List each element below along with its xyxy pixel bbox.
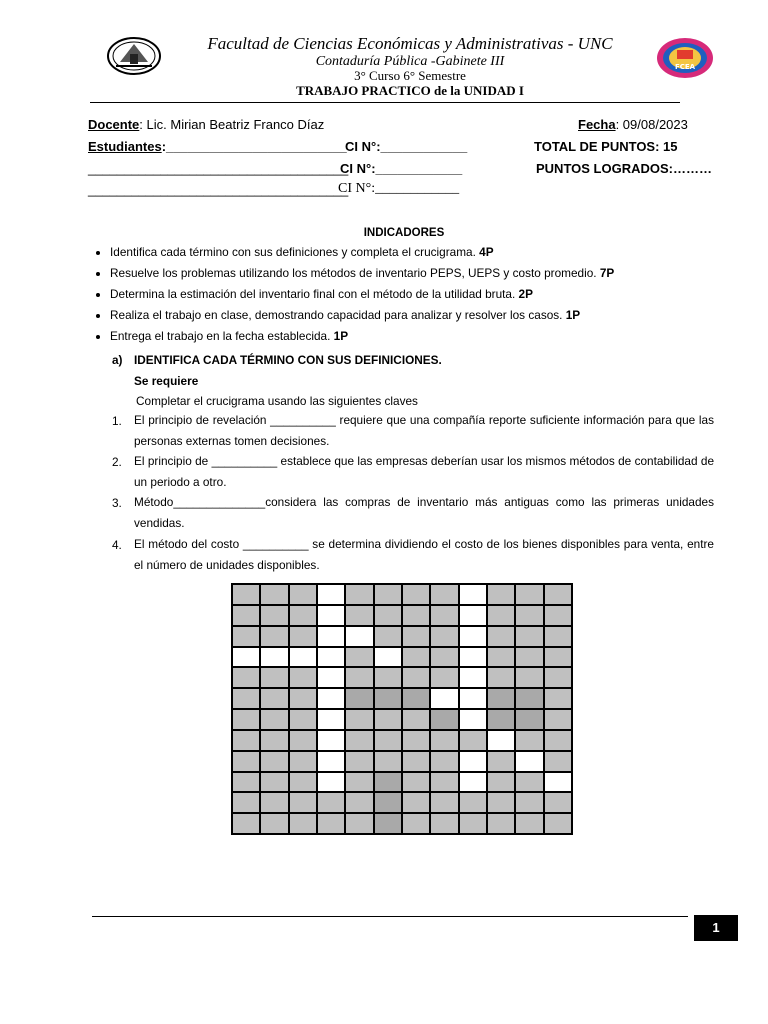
crossword-shaded-cell — [402, 605, 430, 626]
question-number: 4. — [112, 538, 122, 552]
indicator-item: • Realiza el trabajo en clase, demostrando capacidad para analizar y resolver los casos. 1P — [110, 308, 718, 323]
crossword-shaded-cell — [232, 772, 260, 793]
crossword-shaded-cell — [459, 813, 487, 834]
crossword-shaded-cell — [345, 751, 373, 772]
crossword-answer-cell[interactable] — [459, 772, 487, 793]
crossword-shaded-cell — [260, 667, 288, 688]
crossword-shaded-cell — [374, 584, 402, 605]
estudiantes-line — [88, 139, 347, 154]
crossword-shaded-cell — [430, 772, 458, 793]
crossword-shaded-cell — [374, 792, 402, 813]
crossword-answer-cell[interactable] — [317, 688, 345, 709]
crossword-shaded-cell — [232, 626, 260, 647]
crossword-shaded-cell — [544, 605, 572, 626]
header-divider — [90, 102, 680, 103]
crossword-shaded-cell — [487, 647, 515, 668]
indicators-list — [88, 245, 718, 350]
crossword-shaded-cell — [345, 792, 373, 813]
crossword-shaded-cell — [487, 772, 515, 793]
ci-field-1: CI N°:____________ — [345, 139, 468, 154]
crossword-answer-cell[interactable] — [459, 709, 487, 730]
crossword-shaded-cell — [232, 709, 260, 730]
question-number: 2. — [112, 455, 122, 469]
question-text: El principio de revelación __________ requiere que una compañía reporte suficiente información para que las personas externas tomen decisiones. — [134, 413, 714, 448]
crossword-shaded-cell — [232, 584, 260, 605]
crossword-shaded-cell — [544, 751, 572, 772]
crossword-shaded-cell — [402, 751, 430, 772]
docente-line — [88, 117, 324, 132]
crossword-shaded-cell — [487, 751, 515, 772]
crossword-shaded-cell — [260, 813, 288, 834]
crossword-shaded-cell — [374, 772, 402, 793]
crossword-shaded-cell — [260, 751, 288, 772]
crossword-shaded-cell — [374, 751, 402, 772]
crossword-shaded-cell — [260, 792, 288, 813]
question-text: El método del costo __________ se determina dividiendo el costo de los bienes disponibles para venta, entre el número de unidades disponibles. — [134, 537, 714, 572]
crossword-answer-cell[interactable] — [317, 751, 345, 772]
crossword-shaded-cell — [374, 667, 402, 688]
section-a-label: a) — [112, 353, 123, 367]
page-number: 1 — [694, 915, 738, 941]
crossword-shaded-cell — [345, 667, 373, 688]
crossword-shaded-cell — [345, 584, 373, 605]
student-blank-3: ____________________________________ — [88, 182, 349, 197]
crossword-shaded-cell — [260, 605, 288, 626]
estudiantes-label: Estudiantes — [88, 139, 162, 154]
crossword-shaded-cell — [430, 667, 458, 688]
crossword-shaded-cell — [374, 730, 402, 751]
crossword-shaded-cell — [374, 626, 402, 647]
crossword-shaded-cell — [289, 605, 317, 626]
crossword-shaded-cell — [515, 813, 543, 834]
crossword-shaded-cell — [289, 584, 317, 605]
crossword-shaded-cell — [430, 813, 458, 834]
crossword-shaded-cell — [402, 584, 430, 605]
crossword-shaded-cell — [430, 605, 458, 626]
crossword-shaded-cell — [487, 688, 515, 709]
crossword-shaded-cell — [374, 709, 402, 730]
crossword-shaded-cell — [402, 688, 430, 709]
crossword-shaded-cell — [544, 792, 572, 813]
crossword-answer-cell[interactable] — [317, 772, 345, 793]
document-title: TRABAJO PRACTICO de la UNIDAD I — [296, 83, 524, 98]
course-semester: 3° Curso 6° Semestre — [354, 68, 466, 83]
crossword-shaded-cell — [260, 709, 288, 730]
crossword-shaded-cell — [515, 709, 543, 730]
crossword-shaded-cell — [487, 626, 515, 647]
crossword-answer-cell[interactable] — [317, 709, 345, 730]
crossword-shaded-cell — [544, 709, 572, 730]
question-text: Método______________considera las compras de inventario más antiguas como las primeras unidades vendidas. — [134, 495, 714, 530]
crossword-shaded-cell — [345, 605, 373, 626]
crossword-shaded-cell — [289, 772, 317, 793]
crossword-shaded-cell — [430, 584, 458, 605]
crossword-shaded-cell — [232, 813, 260, 834]
crossword-shaded-cell — [515, 626, 543, 647]
crossword-answer-cell[interactable] — [515, 751, 543, 772]
crossword-shaded-cell — [515, 647, 543, 668]
crossword-answer-cell[interactable] — [317, 730, 345, 751]
crossword-answer-cell[interactable] — [459, 667, 487, 688]
crossword-shaded-cell — [430, 709, 458, 730]
career-title: Contaduría Pública -Gabinete III — [315, 54, 505, 69]
crossword-shaded-cell — [402, 626, 430, 647]
crossword-shaded-cell — [260, 584, 288, 605]
crossword-answer-cell[interactable] — [459, 584, 487, 605]
crossword-shaded-cell — [232, 605, 260, 626]
fecha-line — [578, 117, 688, 132]
crossword-shaded-cell — [289, 667, 317, 688]
question-number: 3. — [112, 496, 122, 510]
footer-divider — [92, 916, 688, 917]
crossword-shaded-cell — [260, 772, 288, 793]
crossword-shaded-cell — [487, 667, 515, 688]
crossword-answer-cell[interactable] — [459, 751, 487, 772]
crossword-shaded-cell — [544, 647, 572, 668]
crossword-shaded-cell — [289, 792, 317, 813]
indicators-title: INDICADORES — [363, 227, 445, 239]
crossword-shaded-cell — [487, 584, 515, 605]
crossword-shaded-cell — [487, 792, 515, 813]
crossword-shaded-cell — [544, 584, 572, 605]
crossword-shaded-cell — [544, 688, 572, 709]
crossword-shaded-cell — [544, 667, 572, 688]
crossword-shaded-cell — [459, 730, 487, 751]
question-number: 1. — [112, 414, 122, 428]
crossword-shaded-cell — [515, 667, 543, 688]
docente-label: Docente — [88, 117, 140, 132]
crossword-shaded-cell — [430, 751, 458, 772]
crossword-shaded-cell — [487, 605, 515, 626]
crossword-shaded-cell — [430, 792, 458, 813]
crossword-shaded-cell — [289, 813, 317, 834]
crossword-shaded-cell — [515, 772, 543, 793]
crossword-shaded-cell — [345, 772, 373, 793]
indicator-item: • Identifica cada término con sus definiciones y completa el crucigrama. 4P — [110, 245, 718, 260]
ci-field-2: CI N°:____________ — [340, 161, 463, 176]
crossword-shaded-cell — [317, 813, 345, 834]
crossword-shaded-cell — [402, 647, 430, 668]
crossword-answer-cell[interactable] — [317, 626, 345, 647]
crossword-grid — [231, 583, 573, 835]
crossword-shaded-cell — [289, 688, 317, 709]
crossword-shaded-cell — [544, 730, 572, 751]
crossword-answer-cell[interactable] — [317, 584, 345, 605]
crossword-shaded-cell — [345, 688, 373, 709]
crossword-answer-cell[interactable] — [260, 647, 288, 668]
crossword-shaded-cell — [232, 688, 260, 709]
fecha-label: Fecha — [578, 117, 616, 132]
docente-value: : Lic. Mirian Beatriz Franco Díaz — [139, 117, 325, 132]
question-text: El principio de __________ establece que las empresas deberían usar los mismos métodos de contabilidad de un periodo a otro. — [134, 454, 714, 489]
crossword-shaded-cell — [374, 605, 402, 626]
crossword-shaded-cell — [289, 626, 317, 647]
crossword-shaded-cell — [515, 730, 543, 751]
crossword-shaded-cell — [402, 667, 430, 688]
crossword-shaded-cell — [232, 730, 260, 751]
crossword-answer-cell[interactable] — [487, 730, 515, 751]
section-a-title: IDENTIFICA CADA TÉRMINO CON SUS DEFINICIONES. — [134, 353, 442, 367]
crossword-shaded-cell — [260, 730, 288, 751]
crossword-answer-cell[interactable] — [374, 647, 402, 668]
indicator-item: • Entrega el trabajo en la fecha establecida. 1P — [110, 329, 718, 344]
crossword-answer-cell[interactable] — [289, 647, 317, 668]
crossword-shaded-cell — [487, 709, 515, 730]
crossword-shaded-cell — [544, 813, 572, 834]
crossword-shaded-cell — [289, 709, 317, 730]
crossword-shaded-cell — [544, 626, 572, 647]
estudiantes-blank: :_________________________ — [161, 139, 347, 154]
crossword-shaded-cell — [260, 688, 288, 709]
crossword-shaded-cell — [402, 730, 430, 751]
crossword-shaded-cell — [289, 751, 317, 772]
crossword-shaded-cell — [374, 813, 402, 834]
crossword-shaded-cell — [402, 792, 430, 813]
crossword-shaded-cell — [515, 584, 543, 605]
crossword-shaded-cell — [430, 730, 458, 751]
crossword-shaded-cell — [232, 667, 260, 688]
crossword-answer-cell[interactable] — [459, 647, 487, 668]
crossword-answer-cell[interactable] — [232, 647, 260, 668]
crossword-answer-cell[interactable] — [317, 667, 345, 688]
crossword-answer-cell[interactable] — [345, 626, 373, 647]
crossword-shaded-cell — [345, 647, 373, 668]
crossword-shaded-cell — [430, 626, 458, 647]
crossword-shaded-cell — [515, 605, 543, 626]
crossword-shaded-cell — [232, 792, 260, 813]
crossword-shaded-cell — [345, 813, 373, 834]
section-a-requiere: Se requiere — [134, 374, 199, 388]
student-blank-2: ____________________________________ — [88, 161, 349, 176]
crossword-shaded-cell — [515, 792, 543, 813]
crossword-shaded-cell — [487, 813, 515, 834]
crossword-shaded-cell — [374, 688, 402, 709]
crossword-shaded-cell — [289, 730, 317, 751]
ci-field-3: CI N°:____________ — [338, 181, 460, 196]
points-achieved: PUNTOS LOGRADOS:……… — [536, 161, 712, 176]
crossword-answer-cell[interactable] — [544, 772, 572, 793]
crossword-answer-cell[interactable] — [459, 605, 487, 626]
crossword-shaded-cell — [232, 751, 260, 772]
indicator-item: • Resuelve los problemas utilizando los métodos de inventario PEPS, UEPS y costo promedio. 7P — [110, 266, 718, 281]
crossword-answer-cell[interactable] — [317, 647, 345, 668]
section-a-instruction: Completar el crucigrama usando las siguientes claves — [136, 394, 418, 408]
crossword-shaded-cell — [402, 709, 430, 730]
crossword-shaded-cell — [402, 772, 430, 793]
total-points: TOTAL DE PUNTOS: 15 — [534, 139, 678, 154]
crossword-answer-cell[interactable] — [459, 626, 487, 647]
faculty-logo-text: FCEA — [674, 63, 696, 71]
fecha-value: : 09/08/2023 — [615, 117, 688, 132]
crossword-shaded-cell — [459, 792, 487, 813]
crossword-answer-cell[interactable] — [459, 688, 487, 709]
crossword-answer-cell[interactable] — [317, 605, 345, 626]
crossword-shaded-cell — [402, 813, 430, 834]
crossword-shaded-cell — [260, 626, 288, 647]
crossword-shaded-cell — [345, 730, 373, 751]
crossword-shaded-cell — [430, 647, 458, 668]
crossword-shaded-cell — [345, 709, 373, 730]
faculty-title: Facultad de Ciencias Económicas y Administrativas - UNC — [207, 34, 613, 53]
crossword-shaded-cell — [515, 688, 543, 709]
crossword-shaded-cell — [317, 792, 345, 813]
crossword-answer-cell[interactable] — [430, 688, 458, 709]
indicator-item: • Determina la estimación del inventario final con el método de la utilidad bruta. 2P — [110, 287, 718, 302]
